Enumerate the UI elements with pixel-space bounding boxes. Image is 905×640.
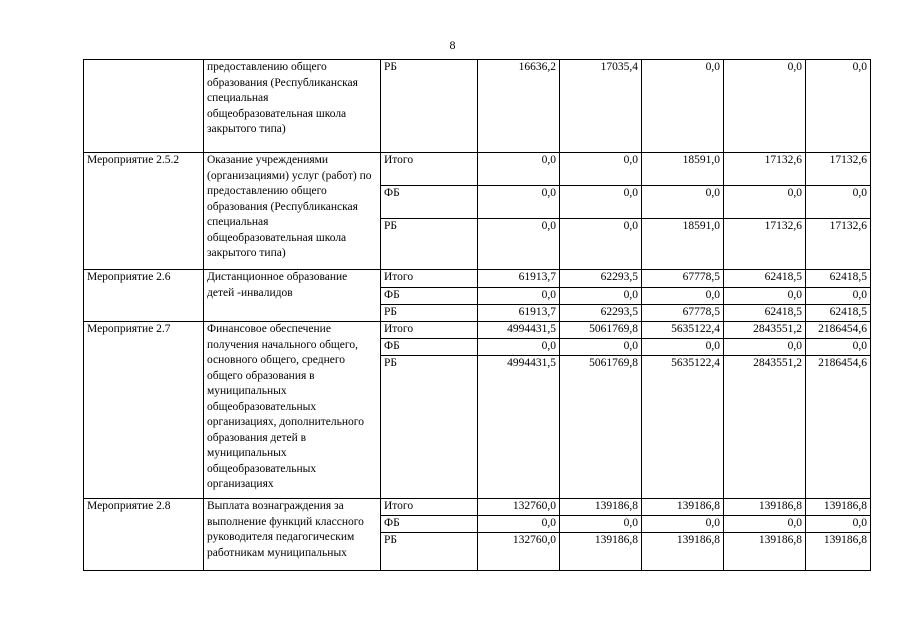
value-cell: 0,0 [560, 516, 642, 533]
funding-source: РБ [381, 305, 478, 322]
value-cell: 18591,0 [642, 219, 724, 270]
measure-description: Выплата вознаграждения за выполнение функций классного руководителя педагогическим работникам муниципальных [204, 499, 381, 571]
value-cell: 67778,5 [642, 305, 724, 322]
measure-description: Дистанционное образование детей -инвалидов [204, 270, 381, 322]
value-cell: 61913,7 [478, 305, 560, 322]
value-cell: 18591,0 [642, 153, 724, 186]
value-cell: 0,0 [806, 60, 871, 153]
value-cell: 139186,8 [642, 499, 724, 516]
measure-description: предоставлению общего образования (Республиканская специальная общеобразовательная школа закрытого типа) [204, 60, 381, 153]
funding-source: ФБ [381, 339, 478, 356]
value-cell: 0,0 [724, 60, 806, 153]
value-cell: 0,0 [478, 219, 560, 270]
funding-source: ФБ [381, 186, 478, 219]
value-cell: 4994431,5 [478, 322, 560, 339]
funding-source: РБ [381, 356, 478, 499]
table-row [84, 499, 871, 516]
table-row [84, 322, 871, 339]
value-cell: 0,0 [478, 288, 560, 305]
table-row [84, 60, 871, 153]
value-cell: 0,0 [560, 186, 642, 219]
table-row [84, 270, 871, 288]
value-cell: 62293,5 [560, 305, 642, 322]
value-cell: 4994431,5 [478, 356, 560, 499]
value-cell: 62418,5 [806, 270, 871, 288]
value-cell: 0,0 [806, 339, 871, 356]
value-cell: 17132,6 [806, 153, 871, 186]
value-cell: 0,0 [642, 516, 724, 533]
measure-label: Мероприятие 2.5.2 [84, 153, 204, 270]
value-cell: 0,0 [560, 219, 642, 270]
value-cell: 0,0 [642, 288, 724, 305]
value-cell: 139186,8 [806, 533, 871, 571]
value-cell: 0,0 [642, 60, 724, 153]
value-cell: 0,0 [478, 186, 560, 219]
funding-source: ФБ [381, 288, 478, 305]
funding-source: ФБ [381, 516, 478, 533]
value-cell: 62418,5 [724, 305, 806, 322]
value-cell: 0,0 [806, 288, 871, 305]
funding-source: РБ [381, 219, 478, 270]
measure-description: Финансовое обеспечение получения начального общего, основного общего, среднего общего образования в муниципальных общеобразовательных организациях, дополнительного образования детей в муниципальных общеобразовательных организациях [204, 322, 381, 499]
funding-source: Итого [381, 499, 478, 516]
value-cell: 62293,5 [560, 270, 642, 288]
value-cell: 5061769,8 [560, 356, 642, 499]
funding-source: Итого [381, 322, 478, 339]
value-cell: 0,0 [724, 288, 806, 305]
measure-description: Оказание учреждениями (организациями) услуг (работ) по предоставлению общего образования (Республиканская специальная общеобразовательная школа закрытого типа) [204, 153, 381, 270]
measure-label: Мероприятие 2.7 [84, 322, 204, 499]
value-cell: 139186,8 [724, 533, 806, 571]
value-cell: 16636,2 [478, 60, 560, 153]
funding-source: РБ [381, 533, 478, 571]
value-cell: 5635122,4 [642, 356, 724, 499]
measure-label: Мероприятие 2.8 [84, 499, 204, 571]
measure-label [84, 60, 204, 153]
value-cell: 2843551,2 [724, 322, 806, 339]
value-cell: 17132,6 [806, 219, 871, 270]
value-cell: 0,0 [560, 339, 642, 356]
value-cell: 139186,8 [642, 533, 724, 571]
value-cell: 5635122,4 [642, 322, 724, 339]
value-cell: 0,0 [642, 339, 724, 356]
funding-source: Итого [381, 153, 478, 186]
measure-label: Мероприятие 2.6 [84, 270, 204, 322]
value-cell: 67778,5 [642, 270, 724, 288]
value-cell: 0,0 [724, 339, 806, 356]
value-cell: 0,0 [724, 516, 806, 533]
value-cell: 2186454,6 [806, 356, 871, 499]
value-cell: 132760,0 [478, 533, 560, 571]
value-cell: 0,0 [478, 339, 560, 356]
value-cell: 0,0 [724, 186, 806, 219]
value-cell: 61913,7 [478, 270, 560, 288]
value-cell: 17132,6 [724, 219, 806, 270]
value-cell: 139186,8 [806, 499, 871, 516]
value-cell: 2843551,2 [724, 356, 806, 499]
value-cell: 0,0 [642, 186, 724, 219]
value-cell: 0,0 [806, 186, 871, 219]
value-cell: 0,0 [560, 153, 642, 186]
value-cell: 5061769,8 [560, 322, 642, 339]
value-cell: 0,0 [806, 516, 871, 533]
value-cell: 132760,0 [478, 499, 560, 516]
value-cell: 62418,5 [806, 305, 871, 322]
value-cell: 17132,6 [724, 153, 806, 186]
value-cell: 139186,8 [560, 533, 642, 571]
value-cell: 139186,8 [560, 499, 642, 516]
funding-source: Итого [381, 270, 478, 288]
funding-source: РБ [381, 60, 478, 153]
value-cell: 62418,5 [724, 270, 806, 288]
budget-table [83, 59, 871, 571]
value-cell: 0,0 [478, 153, 560, 186]
page-number: 8 [449, 38, 456, 52]
value-cell: 2186454,6 [806, 322, 871, 339]
value-cell: 139186,8 [724, 499, 806, 516]
table-row [84, 153, 871, 186]
value-cell: 0,0 [478, 516, 560, 533]
value-cell: 0,0 [560, 288, 642, 305]
value-cell: 17035,4 [560, 60, 642, 153]
